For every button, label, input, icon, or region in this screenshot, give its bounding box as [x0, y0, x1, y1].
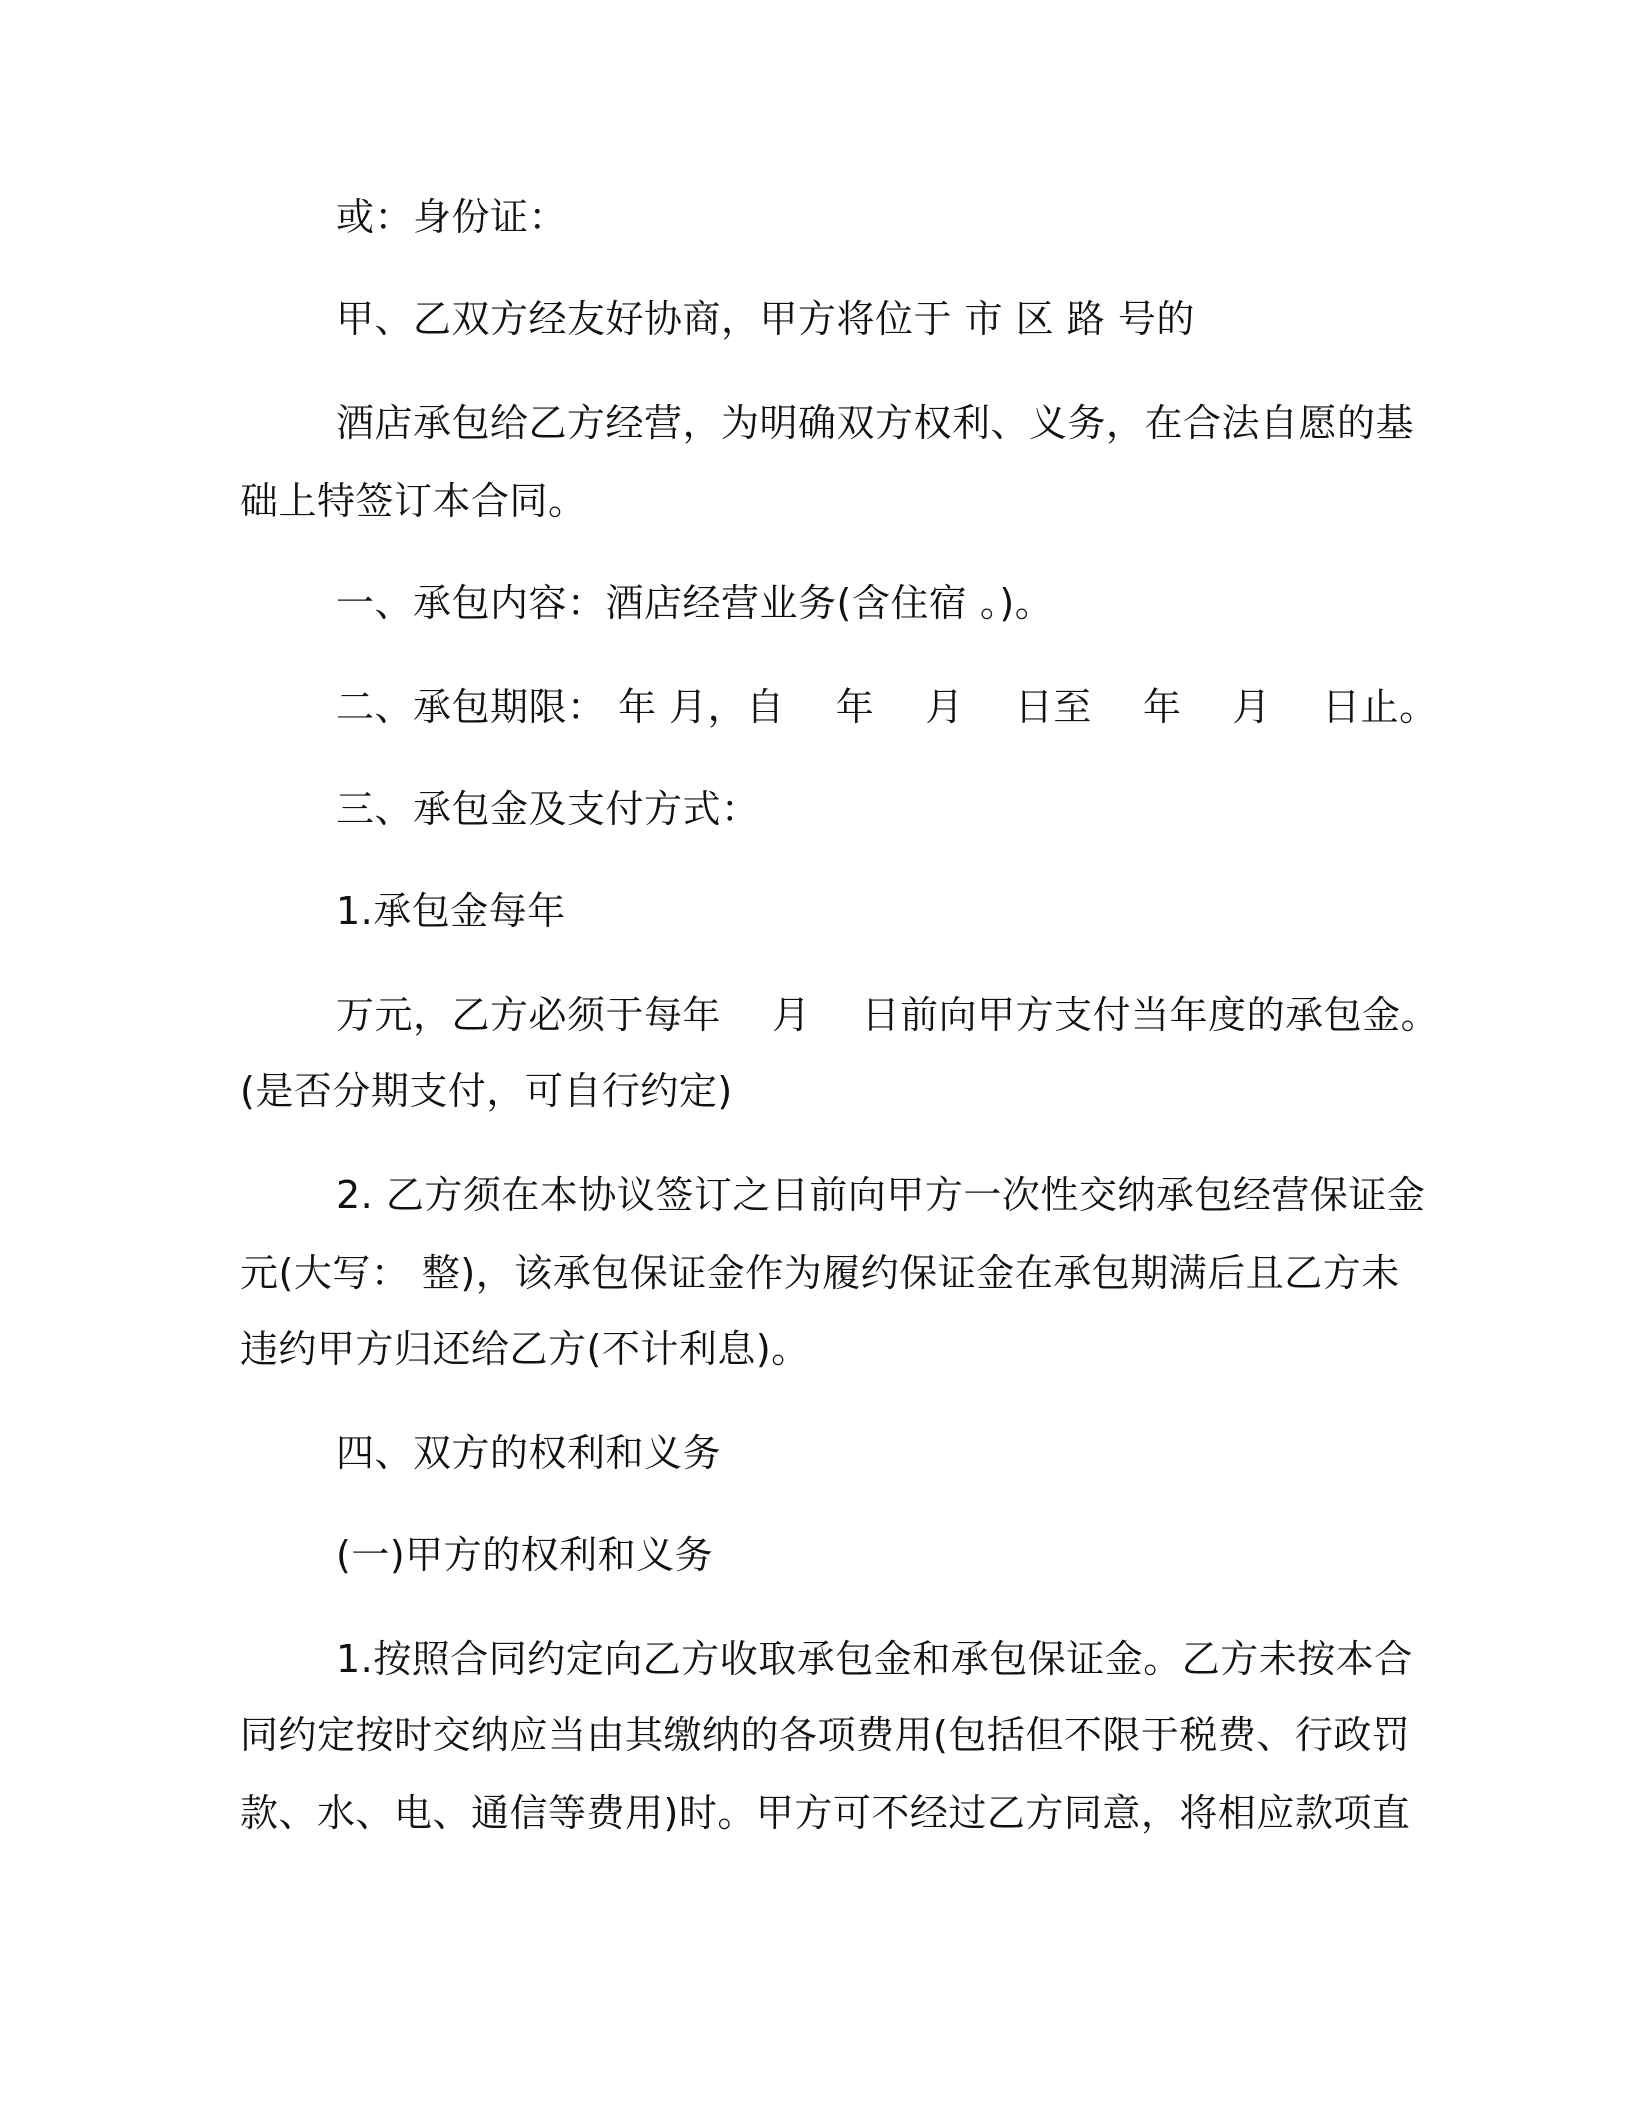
text-line: 或：身份证： [336, 195, 568, 239]
text-line: 2. 乙方须在本协议签订之日前向甲方一次性交纳承包经营保证金 [336, 1173, 1426, 1217]
text-line: (是否分期支付，可自行约定) [240, 1069, 733, 1113]
text-line: 万元，乙方必须于每年 月 日前向甲方支付当年度的承包金。 [336, 993, 1440, 1037]
text-line: 1.按照合同约定向乙方收取承包金和承包保证金。乙方未按本合 [336, 1637, 1413, 1681]
text-line: (一)甲方的权利和义务 [336, 1533, 714, 1577]
text-line: 甲、乙双方经友好协商，甲方将位于 市 区 路 号的 [336, 297, 1195, 341]
text-line: 酒店承包给乙方经营，为明确双方权利、义务，在合法自愿的基 [336, 401, 1415, 445]
text-line: 四、双方的权利和义务 [336, 1431, 722, 1475]
text-line: 款、水、电、通信等费用)时。甲方可不经过乙方同意，将相应款项直 [240, 1791, 1411, 1835]
text-line: 一、承包内容：酒店经营业务(含住宿 。)。 [336, 581, 1054, 625]
text-line: 1.承包金每年 [336, 889, 566, 933]
text-line: 础上特签订本合同。 [240, 479, 587, 523]
text-line: 三、承包金及支付方式： [336, 787, 760, 831]
text-line: 同约定按时交纳应当由其缴纳的各项费用(包括但不限于税费、行政罚 [240, 1713, 1411, 1757]
text-line: 违约甲方归还给乙方(不计利息)。 [240, 1327, 810, 1371]
text-line: 二、承包期限： 年 月，自 年 月 日至 年 月 日止。 [336, 685, 1438, 729]
text-line: 元(大写： 整)，该承包保证金作为履约保证金在承包期满后且乙方未 [240, 1251, 1400, 1295]
